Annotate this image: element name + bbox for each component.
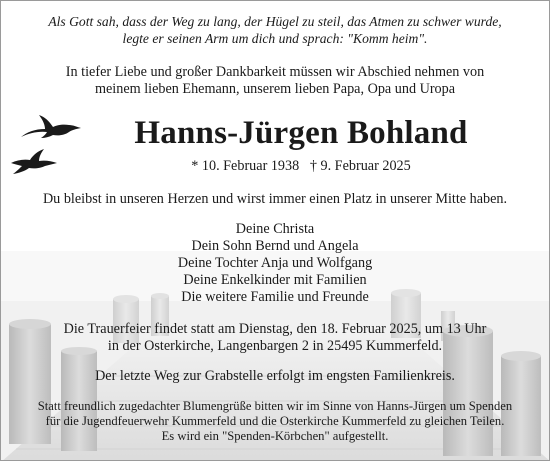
life-dates: * 10. Februar 1938 † 9. Februar 2025 — [191, 158, 411, 174]
donation-line-2: für die Jugendfeuerwehr Kummerfeld und die Osterkirche Kummerfeld zu gleichen Teilen. — [45, 414, 505, 428]
service-line-2: in der Osterkirche, Langenbargen 2 in 25495 Kummerfeld. — [107, 338, 443, 354]
intro-line-2: meinem lieben Ehemann, unserem lieben Papa, Opa und Uropa — [94, 81, 456, 97]
mourner-item: Deine Enkelkinder mit Familien — [183, 272, 367, 288]
mourner-item: Dein Sohn Bernd und Angela — [191, 238, 359, 254]
mourner-item: Deine Tochter Anja und Wolfgang — [177, 255, 373, 271]
mourner-item: Die weitere Familie und Freunde — [181, 289, 369, 305]
motto-line-1: Als Gott sah, dass der Weg zu lang, der Hügel zu steil, das Atmen zu schwer wurde, — [48, 14, 502, 29]
donation-line-3: Es wird ein "Spenden-Körbchen" aufgestellt. — [161, 429, 389, 443]
deceased-name: Hanns-Jürgen Bohland — [134, 115, 468, 151]
service-line-1: Die Trauerfeier findet statt am Dienstag, den 18. Februar 2025, um 13 Uhr — [63, 321, 487, 337]
donation-line-1: Statt freundlich zugedachter Blumengrüße bitten wir im Sinne von Hanns-Jürgen um Spenden — [37, 399, 513, 413]
obituary-text — [1, 1, 549, 460]
intro-line-1: In tiefer Liebe und großer Dankbarkeit müssen wir Abschied nehmen von — [65, 64, 485, 80]
burial-note: Der letzte Weg zur Grabstelle erfolgt im engsten Familienkreis. — [95, 368, 455, 384]
motto-line-2: legte er seinen Arm um dich und sprach: "Komm heim". — [122, 31, 428, 46]
remembrance-text: Du bleibst in unseren Herzen und wirst immer einen Platz in unserer Mitte haben. — [42, 191, 508, 207]
seagulls-icon — [7, 105, 87, 181]
mourner-item: Deine Christa — [235, 221, 315, 237]
